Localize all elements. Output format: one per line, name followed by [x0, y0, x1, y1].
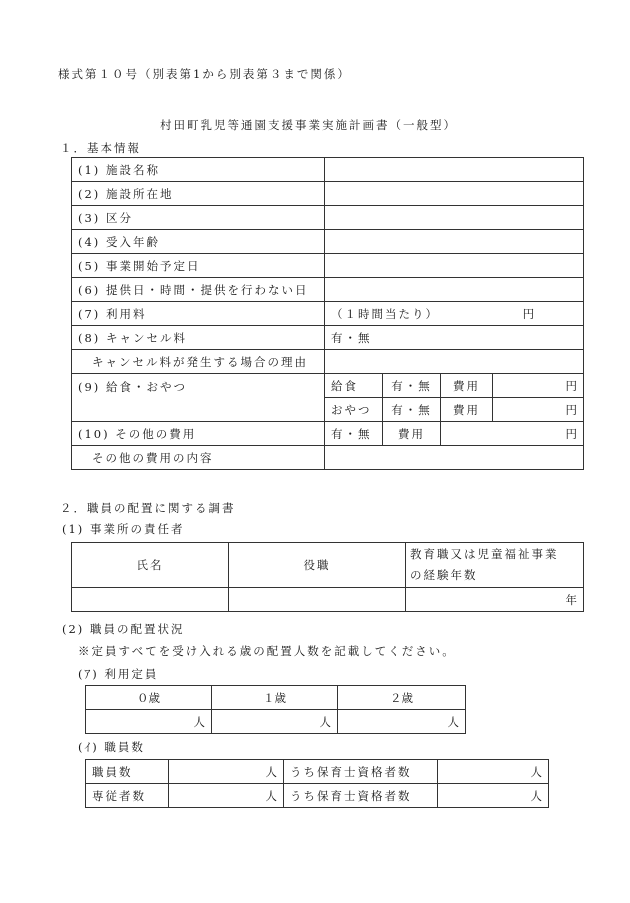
value-accepted-age[interactable]: [325, 230, 584, 254]
section1-heading: １．基本情報: [60, 141, 141, 155]
value-facility-address[interactable]: [325, 182, 584, 206]
capacity-table: [85, 685, 466, 734]
value-facility-name[interactable]: [325, 158, 584, 182]
basic-info-table: [71, 157, 584, 470]
section2-heading: ２．職員の配置に関する調書: [60, 501, 236, 515]
capacity-age-1: １歳: [212, 686, 338, 710]
label-facility-address: (2) 施設所在地: [72, 182, 325, 206]
manager-col-years: [406, 543, 584, 588]
manager-table: [71, 542, 584, 612]
value-other-costs-detail[interactable]: [325, 446, 584, 470]
label-category: (3) 区分: [72, 206, 325, 230]
dedicated-count-label: 専従者数: [86, 784, 169, 808]
fee-yen: 円: [522, 306, 535, 321]
manager-heading: (1) 事業所の責任者: [62, 522, 185, 536]
document-title: 村田町乳児等通園支援事業実施計画書（一般型）: [160, 118, 457, 132]
staffing-heading: (2) 職員の配置状況: [62, 622, 185, 636]
label-fee: (7) 利用料: [72, 302, 325, 326]
manager-years-cell[interactable]: 年: [406, 588, 584, 612]
capacity-age-0: ０歳: [86, 686, 212, 710]
label-cancel-fee: (8) キャンセル料: [72, 326, 325, 350]
value-cancel-reason[interactable]: [325, 350, 584, 374]
manager-col-name: 氏名: [72, 543, 229, 588]
snack-label: おやつ: [325, 398, 383, 422]
capacity-value-1[interactable]: 人: [212, 710, 338, 734]
dedicated-qualified-label: うち保育士資格者数: [284, 784, 438, 808]
meal-cost-label: 費用: [441, 374, 493, 398]
staff-qualified-label: うち保育士資格者数: [284, 760, 438, 784]
snack-cost-yen[interactable]: 円: [493, 398, 584, 422]
staff-qualified-value[interactable]: 人: [438, 760, 549, 784]
staff-count-value[interactable]: 人: [169, 760, 284, 784]
capacity-value-2[interactable]: 人: [338, 710, 466, 734]
meal-cost-yen[interactable]: 円: [493, 374, 584, 398]
dedicated-qualified-value[interactable]: 人: [438, 784, 549, 808]
value-start-date[interactable]: [325, 254, 584, 278]
staff-table: [85, 759, 549, 808]
staffing-note: ※定員すべてを受け入れる歳の配置人数を記載してください。: [78, 644, 456, 658]
label-service-days: (6) 提供日・時間・提供を行わない日: [72, 278, 325, 302]
meal-yes-no[interactable]: 有・無: [383, 374, 441, 398]
fee-unit-note: （１時間当たり）: [331, 306, 439, 321]
manager-col-role: 役職: [229, 543, 406, 588]
value-service-days[interactable]: [325, 278, 584, 302]
label-start-date: (5) 事業開始予定日: [72, 254, 325, 278]
other-costs-cost-label: 費用: [383, 422, 441, 446]
staff-heading: (ｲ) 職員数: [78, 740, 145, 754]
staff-count-label: 職員数: [86, 760, 169, 784]
label-cancel-reason: キャンセル料が発生する場合の理由: [72, 350, 325, 374]
manager-col-years-line2: の経験年数: [410, 568, 478, 582]
snack-cost-label: 費用: [441, 398, 493, 422]
value-fee[interactable]: [325, 302, 584, 326]
other-costs-yes-no[interactable]: 有・無: [325, 422, 383, 446]
snack-yes-no[interactable]: 有・無: [383, 398, 441, 422]
form-number: 様式第１０号（別表第1から別表第３まで関係）: [58, 67, 351, 81]
cancel-fee-yes-no[interactable]: 有・無: [325, 326, 584, 350]
manager-role-cell[interactable]: [229, 588, 406, 612]
dedicated-count-value[interactable]: 人: [169, 784, 284, 808]
other-costs-yen[interactable]: 円: [441, 422, 584, 446]
capacity-value-0[interactable]: 人: [86, 710, 212, 734]
capacity-age-2: ２歳: [338, 686, 466, 710]
manager-name-cell[interactable]: [72, 588, 229, 612]
label-other-costs-detail: その他の費用の内容: [72, 446, 325, 470]
capacity-heading: (ｱ) 利用定員: [78, 667, 159, 681]
label-other-costs: (10) その他の費用: [72, 422, 325, 446]
manager-col-years-line1: 教育職又は児童福祉事業: [410, 547, 559, 561]
label-facility-name: (1) 施設名称: [72, 158, 325, 182]
meal-label: 給食: [325, 374, 383, 398]
value-category[interactable]: [325, 206, 584, 230]
label-accepted-age: (4) 受入年齢: [72, 230, 325, 254]
label-meals: (9) 給食・おやつ: [72, 374, 325, 422]
